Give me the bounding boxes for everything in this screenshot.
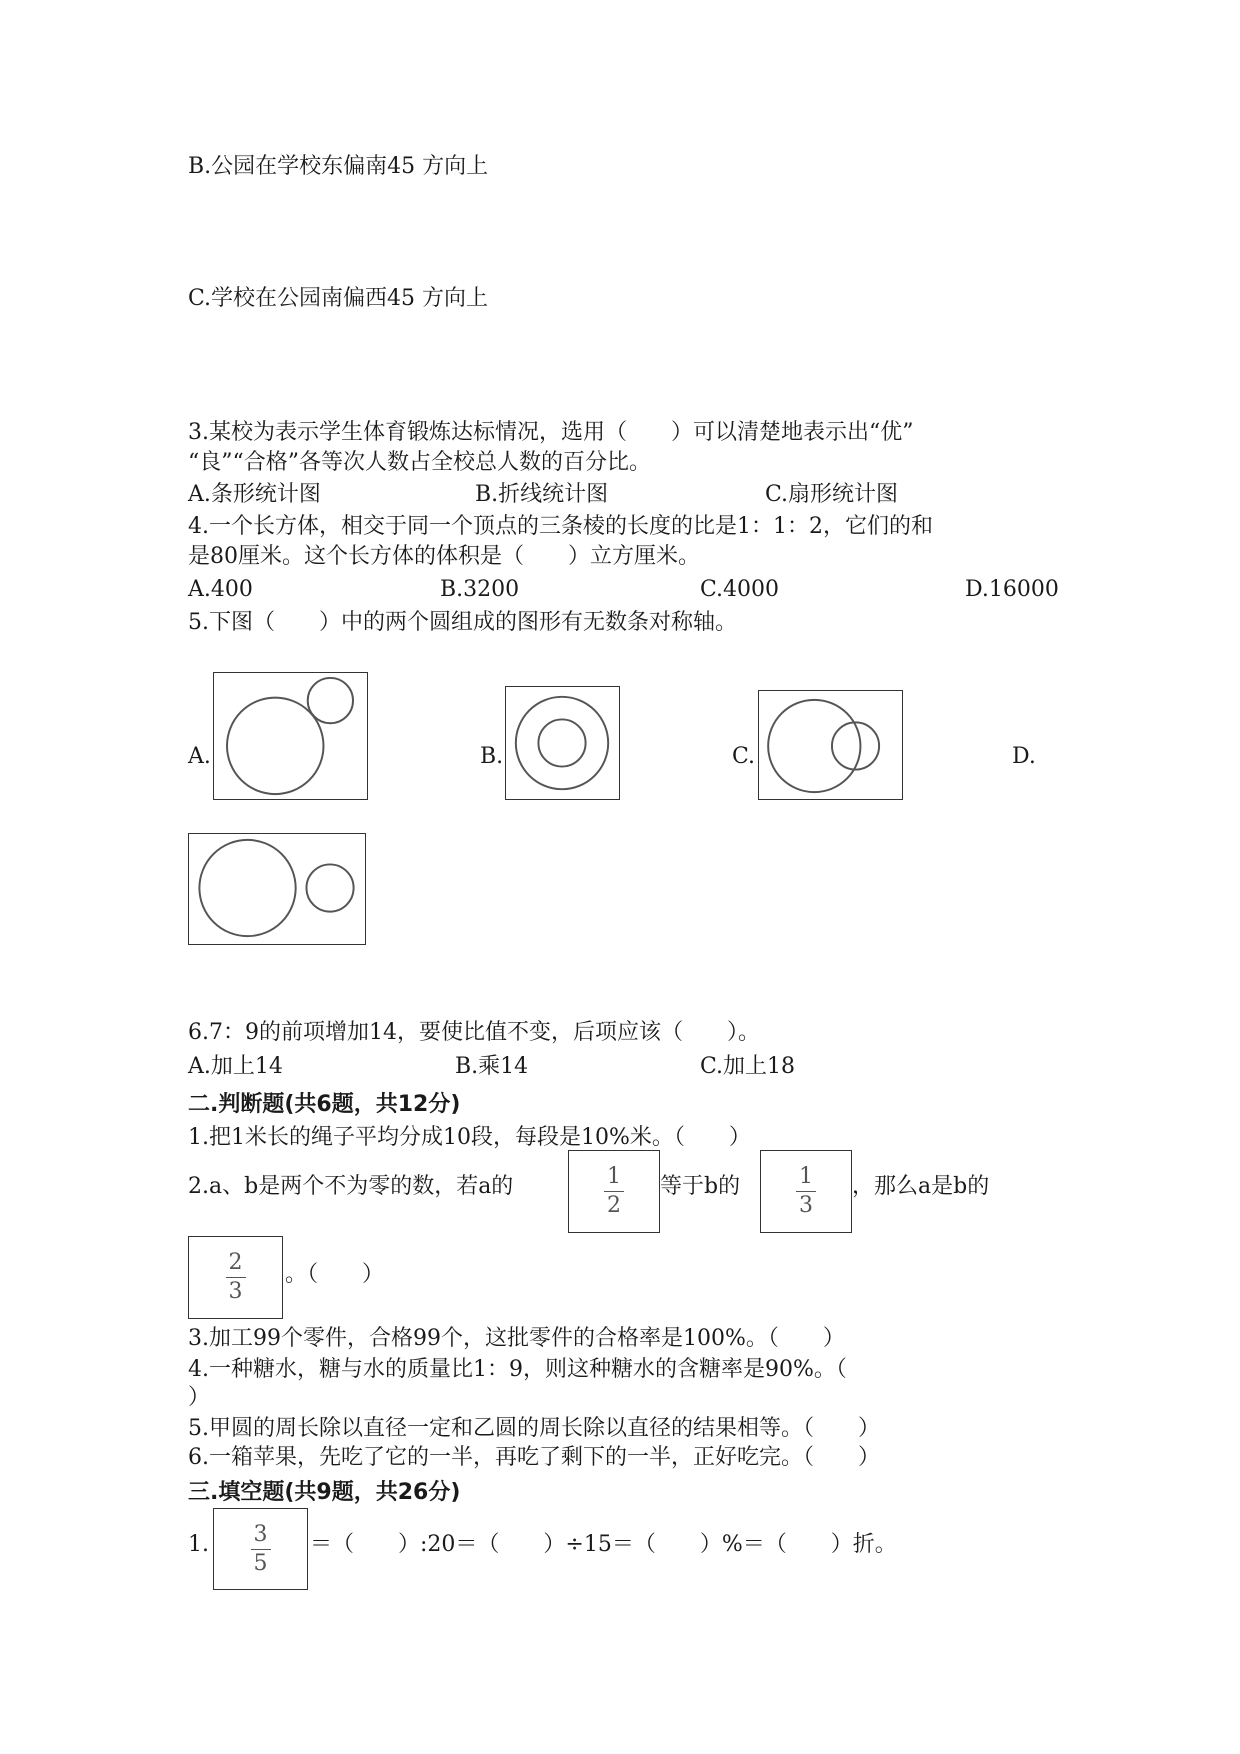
- fraction-numerator: 3: [253, 1521, 268, 1547]
- q3-stem-line2: “良”“合格”各等次人数占全校总人数的百分比。: [188, 450, 651, 475]
- q5-figure-d: [188, 833, 366, 945]
- fraction-box-two-thirds: [188, 1236, 283, 1319]
- judge-item-5: 5.甲圆的周长除以直径一定和乙圆的周长除以直径的结果相等。（ ）: [188, 1416, 880, 1441]
- fraction-box-third: [760, 1150, 852, 1233]
- fraction-denominator: 5: [253, 1550, 268, 1576]
- overlapping-circles-figure: [759, 691, 902, 799]
- q6-option-b: B.乘14: [455, 1054, 529, 1079]
- fraction-box-half: [568, 1150, 660, 1233]
- fraction-denominator: 3: [799, 1193, 813, 1218]
- fraction-numerator: 1: [607, 1164, 621, 1189]
- judge-item-3: 3.加工99个零件，合格99个，这批零件的合格率是100%。（ ）: [188, 1326, 845, 1351]
- fraction-one-half: [604, 1165, 624, 1218]
- q2-option-b: B.公园在学校东偏南45 方向上: [188, 154, 489, 179]
- judge-item-2-tail: 。（ ）: [285, 1262, 385, 1287]
- fraction-two-thirds: [226, 1251, 246, 1304]
- fraction-bar: [604, 1191, 624, 1192]
- fraction-numerator: 2: [228, 1250, 243, 1275]
- fraction-bar: [251, 1549, 271, 1550]
- q5-figure-b: [505, 686, 620, 800]
- section3-heading: 三.填空题(共9题，共26分): [188, 1480, 461, 1505]
- q3-stem-line1: 3.某校为表示学生体育锻炼达标情况，选用（ ）可以清楚地表示出“优”: [188, 420, 914, 445]
- concentric-circles-figure: [506, 687, 619, 799]
- fill-item-1-number: 1.: [188, 1532, 209, 1557]
- q4-option-b: B.3200: [440, 577, 520, 602]
- judge-item-1: 1.把1米长的绳子平均分成10段，每段是10%米。（ ）: [188, 1125, 751, 1150]
- q6-option-c: C.加上18: [700, 1054, 796, 1079]
- q5-label-d: D.: [1012, 744, 1036, 769]
- intersecting-circles-figure: [214, 673, 367, 799]
- fraction-numerator: 1: [799, 1164, 813, 1189]
- fraction-three-fifths: [251, 1523, 271, 1576]
- judge-item-2-part3: ，那么a是b的: [852, 1174, 990, 1199]
- q3-option-b: B.折线统计图: [475, 482, 609, 507]
- q4-stem-line2: 是80厘米。这个长方体的体积是（ ）立方厘米。: [188, 544, 700, 569]
- section2-heading: 二.判断题(共6题，共12分): [188, 1092, 461, 1117]
- q4-option-a: A.400: [188, 577, 253, 602]
- fraction-denominator: 3: [228, 1279, 243, 1304]
- q5-label-c: C.: [732, 744, 756, 769]
- judge-item-6: 6.一箱苹果，先吃了它的一半，再吃了剩下的一半，正好吃完。（ ）: [188, 1445, 880, 1470]
- q5-stem: 5.下图（ ）中的两个圆组成的图形有无数条对称轴。: [188, 610, 737, 635]
- q5-figure-c: [758, 690, 903, 800]
- judge-item-2-part1: 2.a、b是两个不为零的数，若a的: [188, 1174, 514, 1199]
- fill-item-1-equation: ＝（ ）:20＝（ ）÷15＝（ ）%＝（ ）折。: [310, 1532, 897, 1557]
- q6-option-a: A.加上14: [188, 1054, 283, 1079]
- judge-item-2-part2: 等于b的: [660, 1174, 741, 1199]
- q2-option-c: C.学校在公园南偏西45 方向上: [188, 286, 489, 311]
- separate-circles-figure: [189, 834, 365, 944]
- q4-option-c: C.4000: [700, 577, 780, 602]
- q5-figure-a: [213, 672, 368, 800]
- q4-option-d: D.16000: [965, 577, 1059, 602]
- fraction-bar: [796, 1191, 816, 1192]
- q3-option-a: A.条形统计图: [188, 482, 321, 507]
- fraction-box-three-fifths: [213, 1508, 308, 1590]
- q6-stem: 6.7：9的前项增加14，要使比值不变，后项应该（ ）。: [188, 1020, 760, 1045]
- fraction-denominator: 2: [607, 1193, 621, 1218]
- judge-item-4-line2: ）: [188, 1385, 211, 1410]
- q3-option-c: C.扇形统计图: [765, 482, 899, 507]
- fraction-one-third: [796, 1165, 816, 1218]
- fraction-bar: [226, 1277, 246, 1278]
- q5-label-b: B.: [480, 744, 504, 769]
- q4-stem-line1: 4.一个长方体，相交于同一个顶点的三条棱的长度的比是1：1：2，它们的和: [188, 514, 933, 539]
- judge-item-4-line1: 4.一种糖水，糖与水的质量比1：9，则这种糖水的含糖率是90%。（: [188, 1357, 847, 1382]
- q5-label-a: A.: [188, 744, 211, 769]
